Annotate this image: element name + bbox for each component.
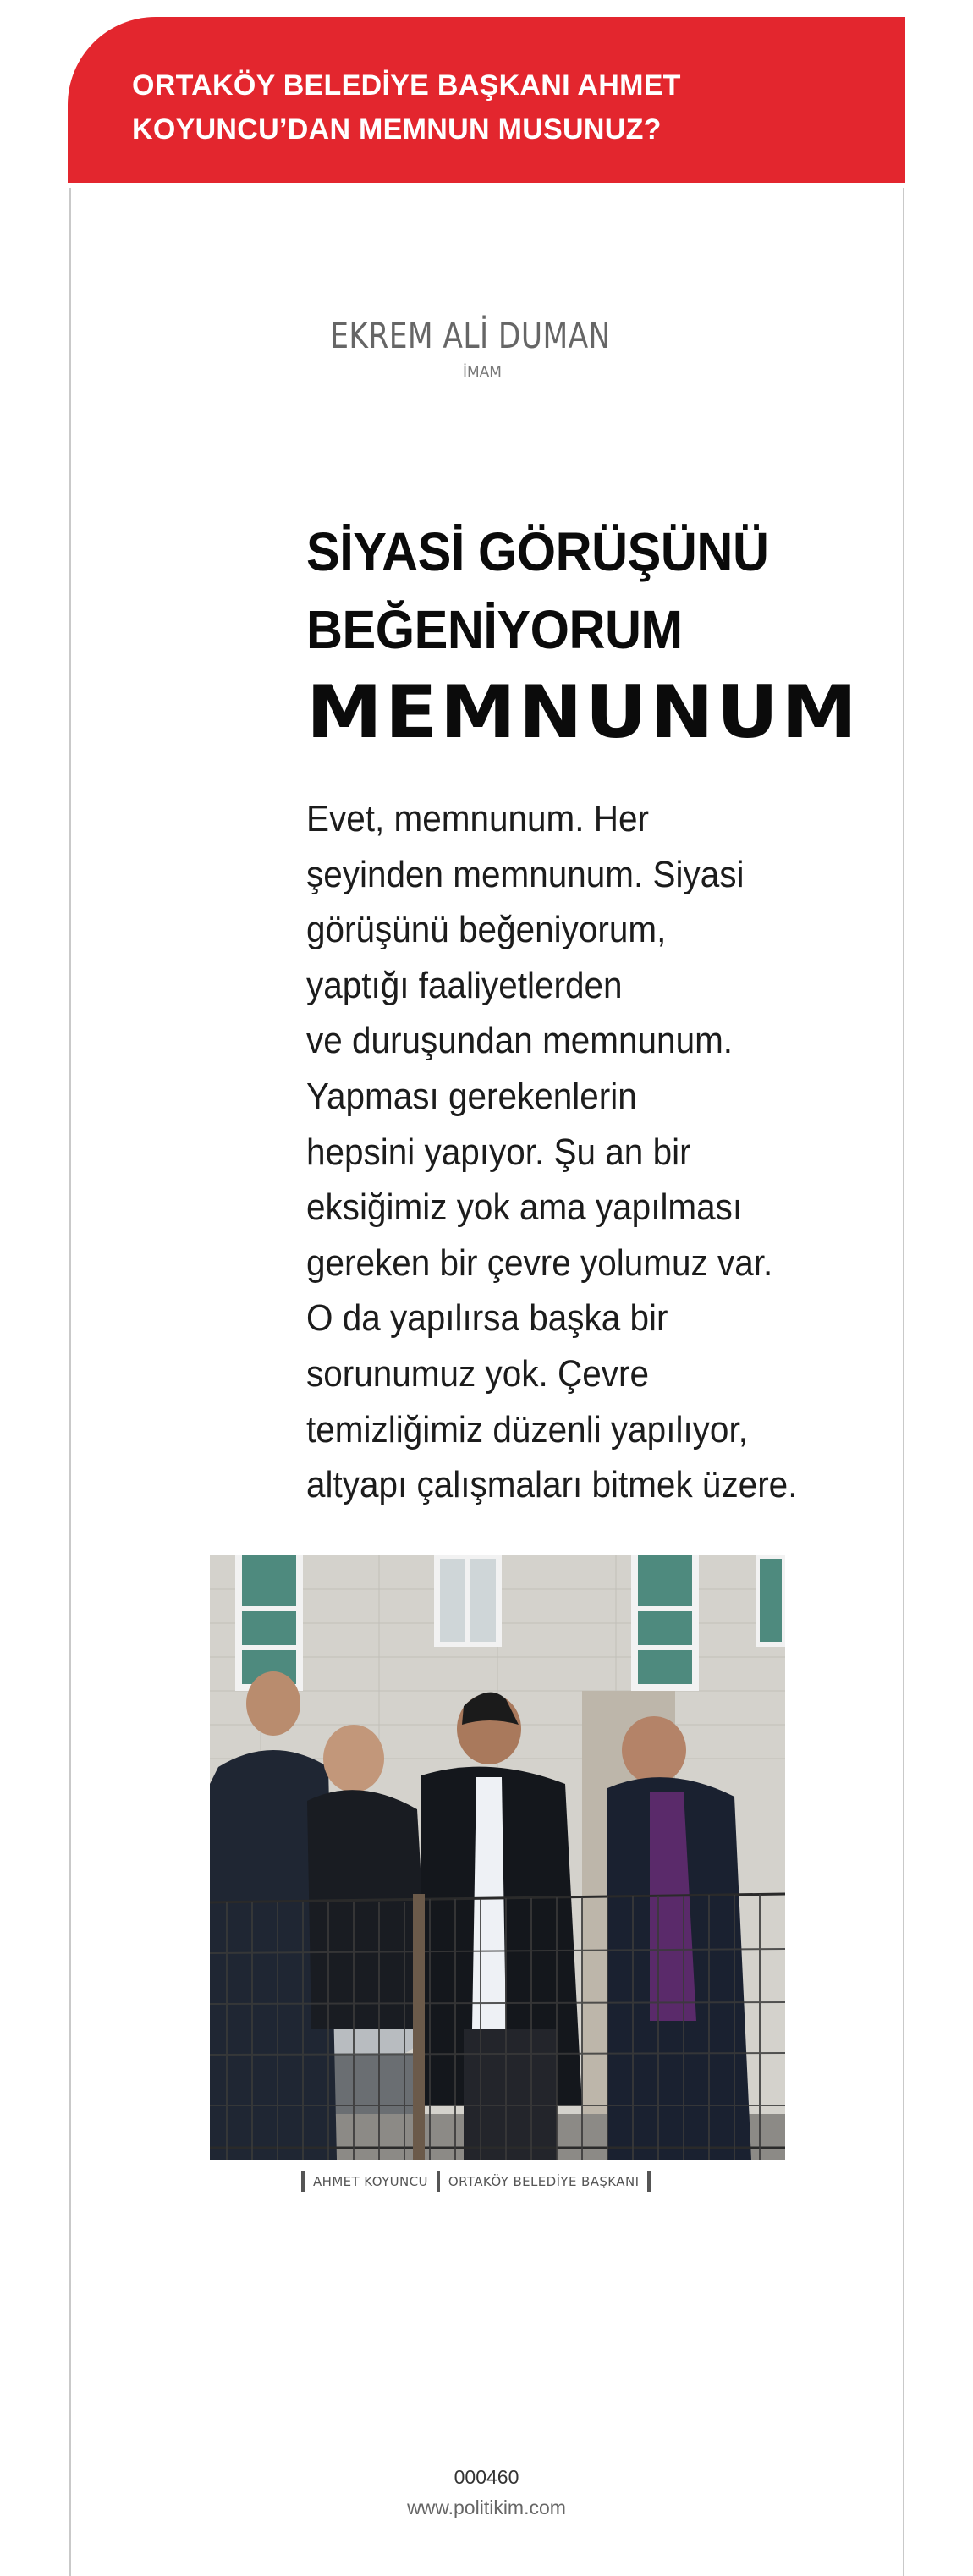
author-role: İMAM [463,364,502,381]
body-line: eksiğimiz yok ama yapılması [306,1186,743,1229]
frame-left-border [69,188,71,2576]
caption-title: ORTAKÖY BELEDİYE BAŞKANI [448,2174,640,2189]
body-line: ve duruşundan memnunum. [306,1020,734,1062]
banner-title-line-2: KOYUNCU’DAN MEMNUN MUSUNUZ? [132,113,662,146]
photo-illustration [210,1555,785,2160]
body-line: temizliğimiz düzenli yapılıyor, [306,1408,748,1450]
caption-divider [301,2171,305,2192]
caption-name: AHMET KOYUNCU [313,2174,428,2189]
photo-caption [301,2171,651,2192]
author-name: EKREM ALİ DUMAN [330,315,611,356]
frame-right-border [903,188,904,2576]
body-line: gereken bir çevre yolumuz var. [306,1241,773,1284]
body-line: Evet, memnunum. Her [306,798,649,839]
banner-title-line-1: ORTAKÖY BELEDİYE BAŞKANI AHMET [132,69,681,102]
footer-url[interactable]: www.politikim.com [407,2496,566,2518]
footer-code: 000460 [454,2466,519,2488]
body-line: Yapması gerekenlerin [306,1075,637,1117]
body-line: O da yapılırsa başka bir [306,1297,668,1340]
article-photo [210,1555,785,2160]
headline-line-3: MEMNUNUM [306,670,860,755]
banner-title [132,63,826,151]
headline-line-2: BEĞENİYORUM [306,599,683,660]
body-line: şeyinden memnunum. Siyasi [306,853,745,895]
caption-divider [437,2171,440,2192]
body-line: sorunumuz yok. Çevre [306,1352,649,1395]
article-body [306,791,899,1513]
header-banner [68,17,905,183]
headline [306,513,882,757]
headline-line-1: SİYASİ GÖRÜŞÜNÜ [306,521,769,582]
body-line: yaptığı faaliyetlerden [306,964,623,1006]
caption-divider [647,2171,651,2192]
body-line: hepsini yapıyor. Şu an bir [306,1131,691,1173]
body-line: görüşünü beğeniyorum, [306,909,667,951]
body-line: altyapı çalışmaları bitmek üzere. [306,1464,798,1506]
